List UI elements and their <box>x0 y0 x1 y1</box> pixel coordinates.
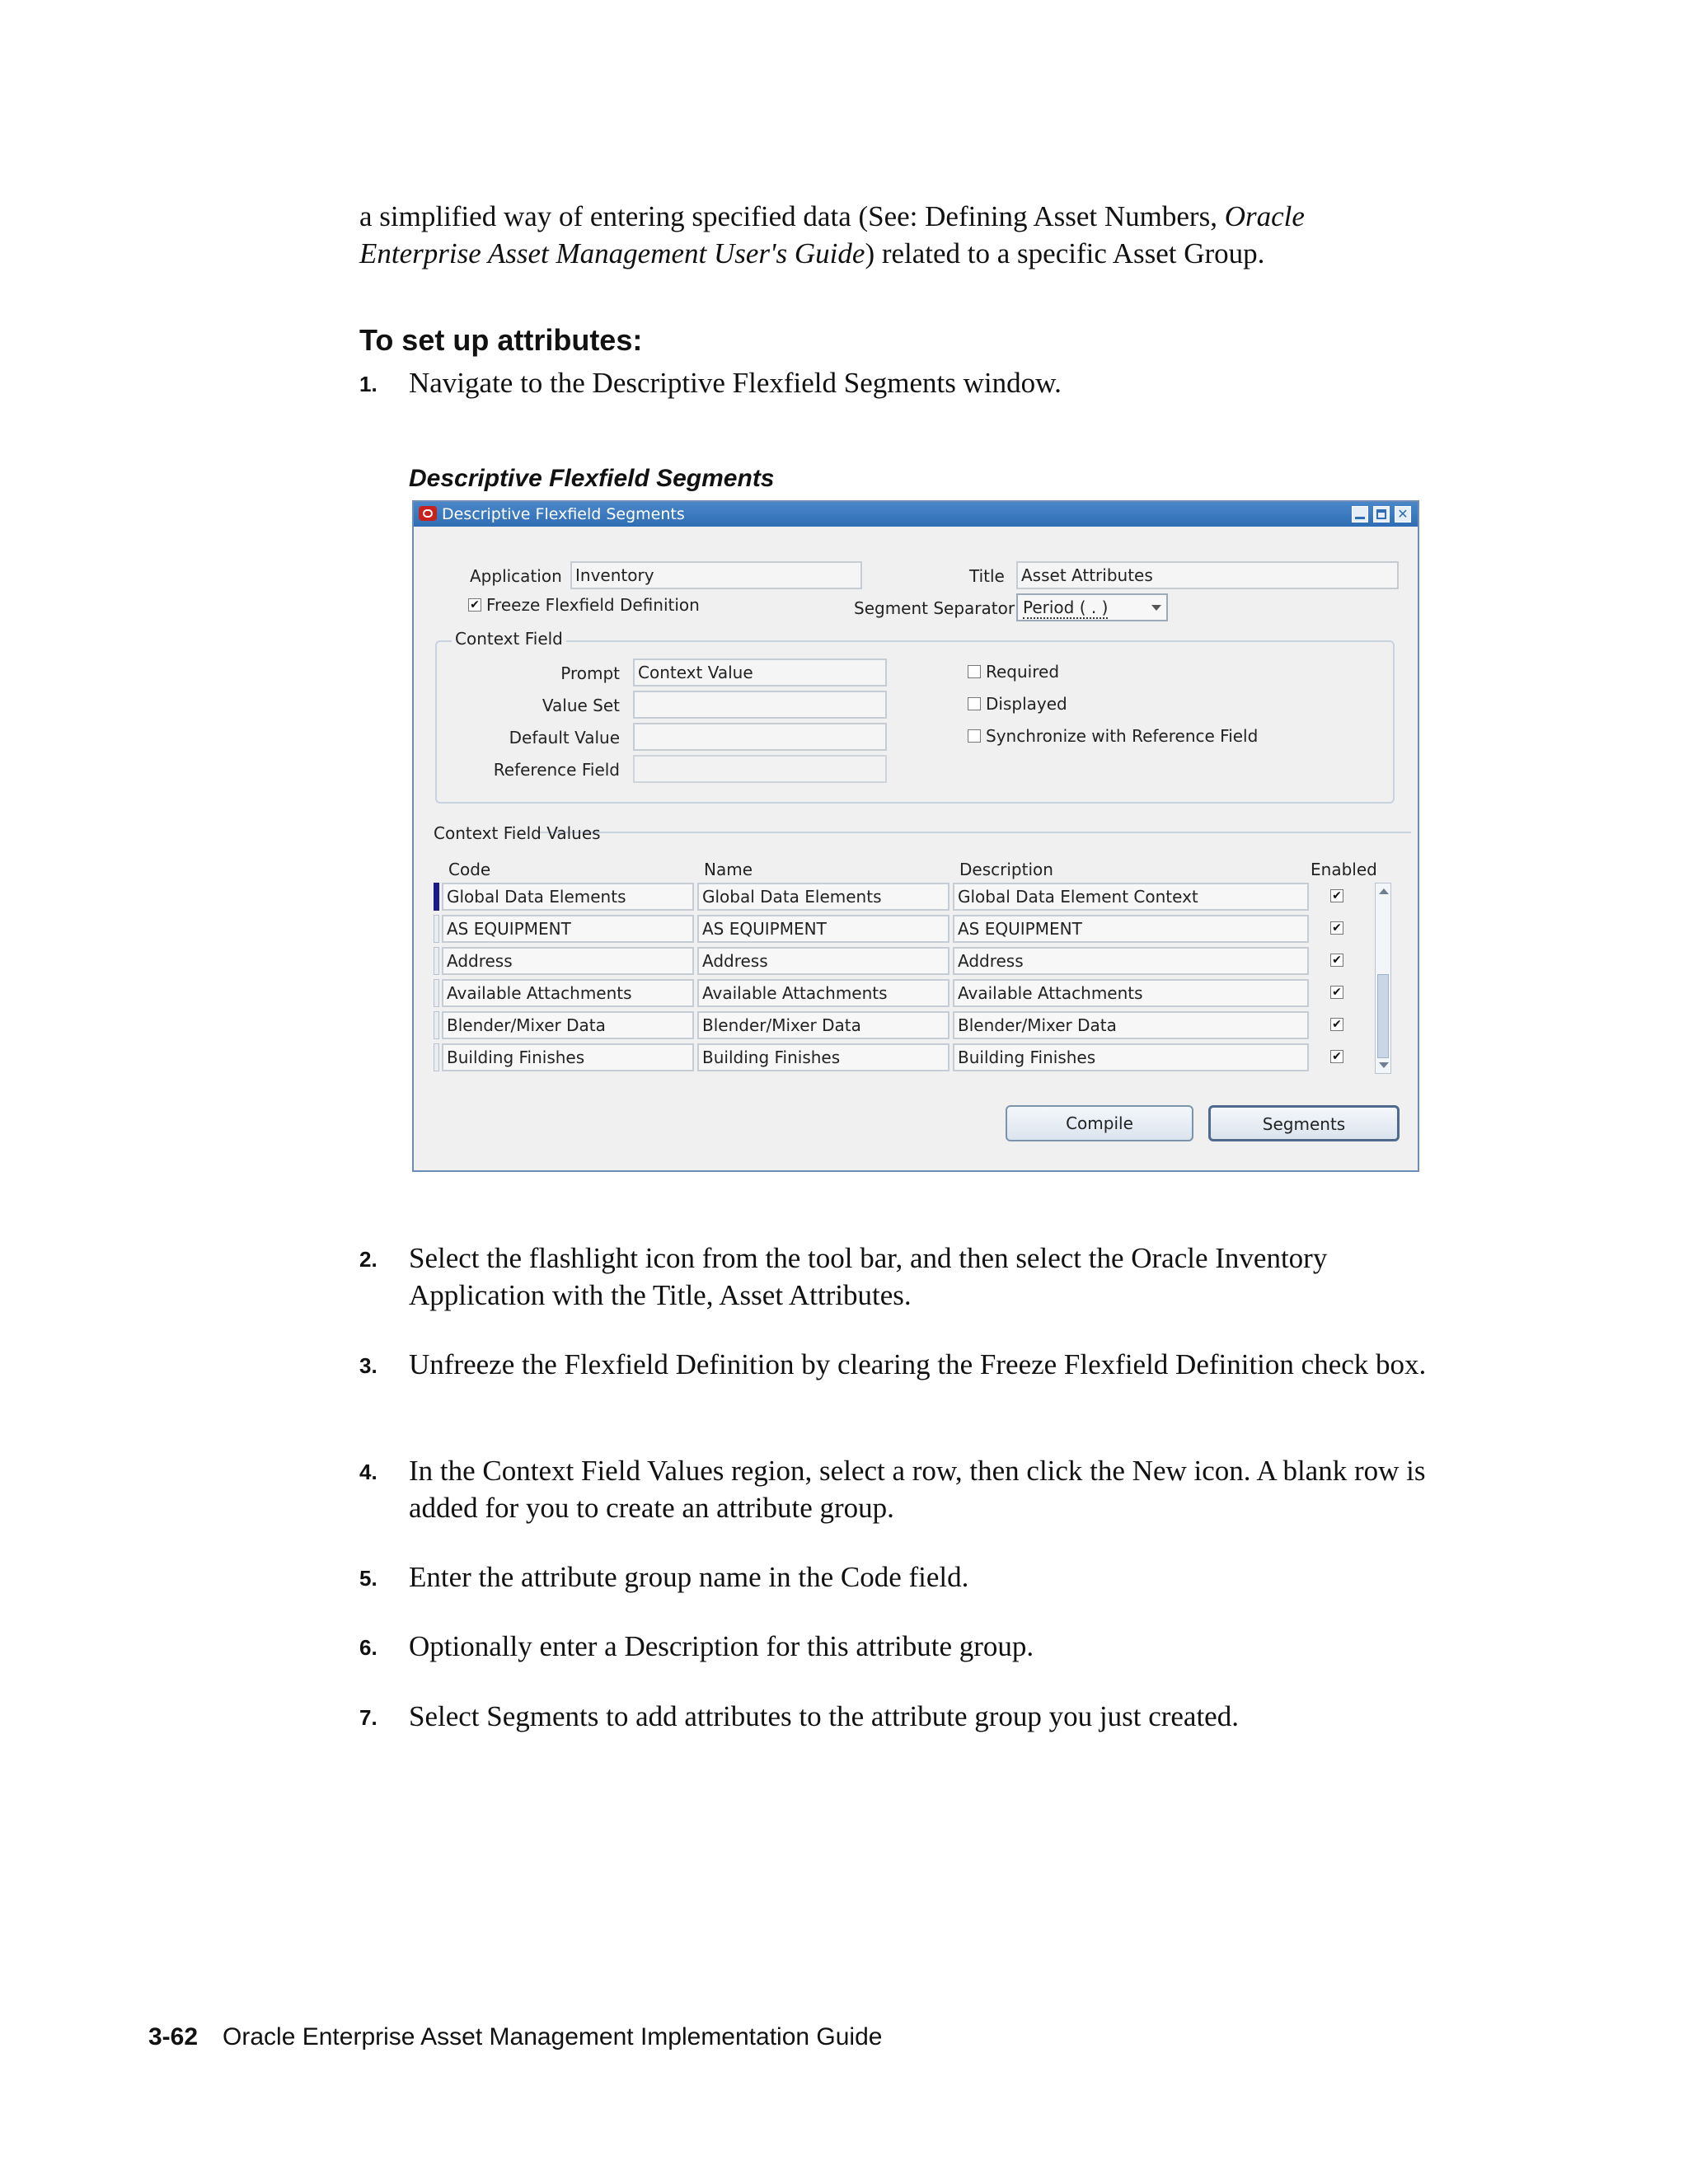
row-indicator[interactable] <box>434 1011 439 1039</box>
step-7 <box>359 1698 1431 1735</box>
cell-name[interactable]: Available Attachments <box>697 979 950 1007</box>
cell-description[interactable]: Global Data Element Context <box>953 883 1309 911</box>
cell-description[interactable]: Available Attachments <box>953 979 1309 1007</box>
footer-title: Oracle Enterprise Asset Management Implementation Guide <box>223 2023 883 2050</box>
reference-field-field[interactable] <box>633 755 887 783</box>
step-5 <box>359 1558 1431 1596</box>
segment-separator-label: Segment Separator <box>854 598 1015 618</box>
row-indicator[interactable] <box>434 947 439 975</box>
application-field[interactable]: Inventory <box>570 561 862 589</box>
reference-field-label: Reference Field <box>493 760 620 780</box>
prompt-field[interactable]: Context Value <box>633 658 887 687</box>
title-label: Title <box>969 566 1005 586</box>
value-set-field[interactable] <box>633 691 887 719</box>
step-2 <box>359 1240 1431 1314</box>
section-heading: To set up attributes: <box>359 323 643 357</box>
step-text: Select the flashlight icon from the tool bar, and then select the Oracle Inventory Application with the Title, Asset Attributes. <box>409 1242 1328 1311</box>
freeze-flexfield-label: Freeze Flexfield Definition <box>486 595 700 615</box>
window-title: Descriptive Flexfield Segments <box>442 505 685 523</box>
intro-text-a: a simplified way of entering specified data (See: Defining Asset Numbers, <box>359 200 1225 232</box>
scroll-down-icon[interactable] <box>1379 1062 1389 1068</box>
maximize-icon[interactable] <box>1373 506 1390 523</box>
scroll-thumb[interactable] <box>1377 974 1389 1058</box>
column-header-name: Name <box>704 860 753 879</box>
enabled-checkbox[interactable] <box>1330 954 1343 967</box>
step-text: Enter the attribute group name in the Code field. <box>409 1561 969 1593</box>
cell-name[interactable]: Global Data Elements <box>697 883 950 911</box>
cell-code[interactable]: Building Finishes <box>442 1043 694 1071</box>
row-indicator[interactable] <box>434 979 439 1007</box>
cell-name[interactable]: AS EQUIPMENT <box>697 915 950 943</box>
oracle-logo-icon <box>419 506 437 521</box>
column-header-code: Code <box>448 860 491 879</box>
step-text: Optionally enter a Description for this attribute group. <box>409 1630 1034 1662</box>
step-number: 1. <box>359 372 377 396</box>
step-3 <box>359 1346 1431 1383</box>
enabled-checkbox[interactable] <box>1330 889 1343 902</box>
intro-text-b: ) related to a specific Asset Group. <box>865 237 1265 269</box>
synchronize-label: Synchronize with Reference Field <box>986 726 1259 746</box>
enabled-checkbox[interactable] <box>1330 1018 1343 1031</box>
enabled-checkbox[interactable] <box>1330 1050 1343 1063</box>
displayed-checkbox[interactable] <box>968 697 981 710</box>
prompt-label: Prompt <box>560 663 620 683</box>
descriptive-flexfield-segments-window <box>412 500 1419 1172</box>
step-number: 3. <box>359 1353 377 1378</box>
row-indicator[interactable] <box>434 1043 439 1071</box>
step-number: 2. <box>359 1247 377 1272</box>
segments-button[interactable]: Segments <box>1208 1105 1400 1141</box>
step-text: Unfreeze the Flexfield Definition by clearing the Freeze Flexfield Definition check box. <box>409 1348 1427 1380</box>
application-label: Application <box>470 566 562 586</box>
displayed-label: Displayed <box>986 694 1067 714</box>
step-number: 5. <box>359 1566 377 1591</box>
cell-name[interactable]: Blender/Mixer Data <box>697 1011 950 1039</box>
default-value-field[interactable] <box>633 723 887 751</box>
intro-paragraph <box>359 198 1431 272</box>
cell-code[interactable]: Global Data Elements <box>442 883 694 911</box>
enabled-checkbox[interactable] <box>1330 921 1343 935</box>
chevron-down-icon <box>1151 605 1161 611</box>
cell-description[interactable]: AS EQUIPMENT <box>953 915 1309 943</box>
cell-name[interactable]: Building Finishes <box>697 1043 950 1071</box>
value-set-label: Value Set <box>542 696 620 715</box>
cell-description[interactable]: Blender/Mixer Data <box>953 1011 1309 1039</box>
default-value-label: Default Value <box>509 728 620 748</box>
step-number: 6. <box>359 1635 377 1660</box>
context-field-values-title: Context Field Values <box>434 823 601 843</box>
figure-caption: Descriptive Flexfield Segments <box>409 465 775 492</box>
minimize-icon[interactable] <box>1352 506 1368 523</box>
close-icon[interactable] <box>1395 506 1411 523</box>
scroll-up-icon[interactable] <box>1379 888 1389 894</box>
step-4 <box>359 1452 1431 1526</box>
step-text: Select Segments to add attributes to the attribute group you just created. <box>409 1700 1239 1732</box>
cell-name[interactable]: Address <box>697 947 950 975</box>
page-footer <box>148 2023 882 2051</box>
intro-italic-1: Oracle <box>1224 200 1305 232</box>
required-label: Required <box>986 662 1060 682</box>
intro-italic-2: Enterprise Asset Management User's Guide <box>359 237 865 269</box>
step-text: Navigate to the Descriptive Flexfield Segments window. <box>409 367 1062 399</box>
cell-description[interactable]: Building Finishes <box>953 1043 1309 1071</box>
compile-button[interactable]: Compile <box>1006 1105 1193 1141</box>
cell-code[interactable]: Available Attachments <box>442 979 694 1007</box>
table-scrollbar[interactable] <box>1375 883 1391 1074</box>
cell-description[interactable]: Address <box>953 947 1309 975</box>
freeze-flexfield-checkbox[interactable] <box>468 598 481 612</box>
synchronize-checkbox[interactable] <box>968 729 981 743</box>
column-header-enabled: Enabled <box>1311 860 1377 879</box>
row-indicator[interactable] <box>434 883 439 911</box>
window-titlebar[interactable] <box>414 502 1418 527</box>
region-divider <box>537 832 1411 833</box>
required-checkbox[interactable] <box>968 665 981 678</box>
segment-separator-value: Period ( . ) <box>1023 598 1109 617</box>
page-number: 3-62 <box>148 2023 199 2050</box>
step-number: 7. <box>359 1705 377 1730</box>
cell-code[interactable]: Address <box>442 947 694 975</box>
step-1 <box>359 364 1431 401</box>
context-field-group-title: Context Field <box>452 629 566 649</box>
segment-separator-select[interactable] <box>1016 593 1168 621</box>
step-number: 4. <box>359 1460 377 1484</box>
step-6 <box>359 1628 1431 1665</box>
column-header-description: Description <box>959 860 1053 879</box>
step-text: In the Context Field Values region, select a row, then click the New icon. A blank row is added for you to create an attribute group. <box>409 1455 1426 1524</box>
cell-code[interactable]: AS EQUIPMENT <box>442 915 694 943</box>
title-field[interactable]: Asset Attributes <box>1016 561 1399 589</box>
cell-code[interactable]: Blender/Mixer Data <box>442 1011 694 1039</box>
enabled-checkbox[interactable] <box>1330 986 1343 999</box>
row-indicator[interactable] <box>434 915 439 943</box>
